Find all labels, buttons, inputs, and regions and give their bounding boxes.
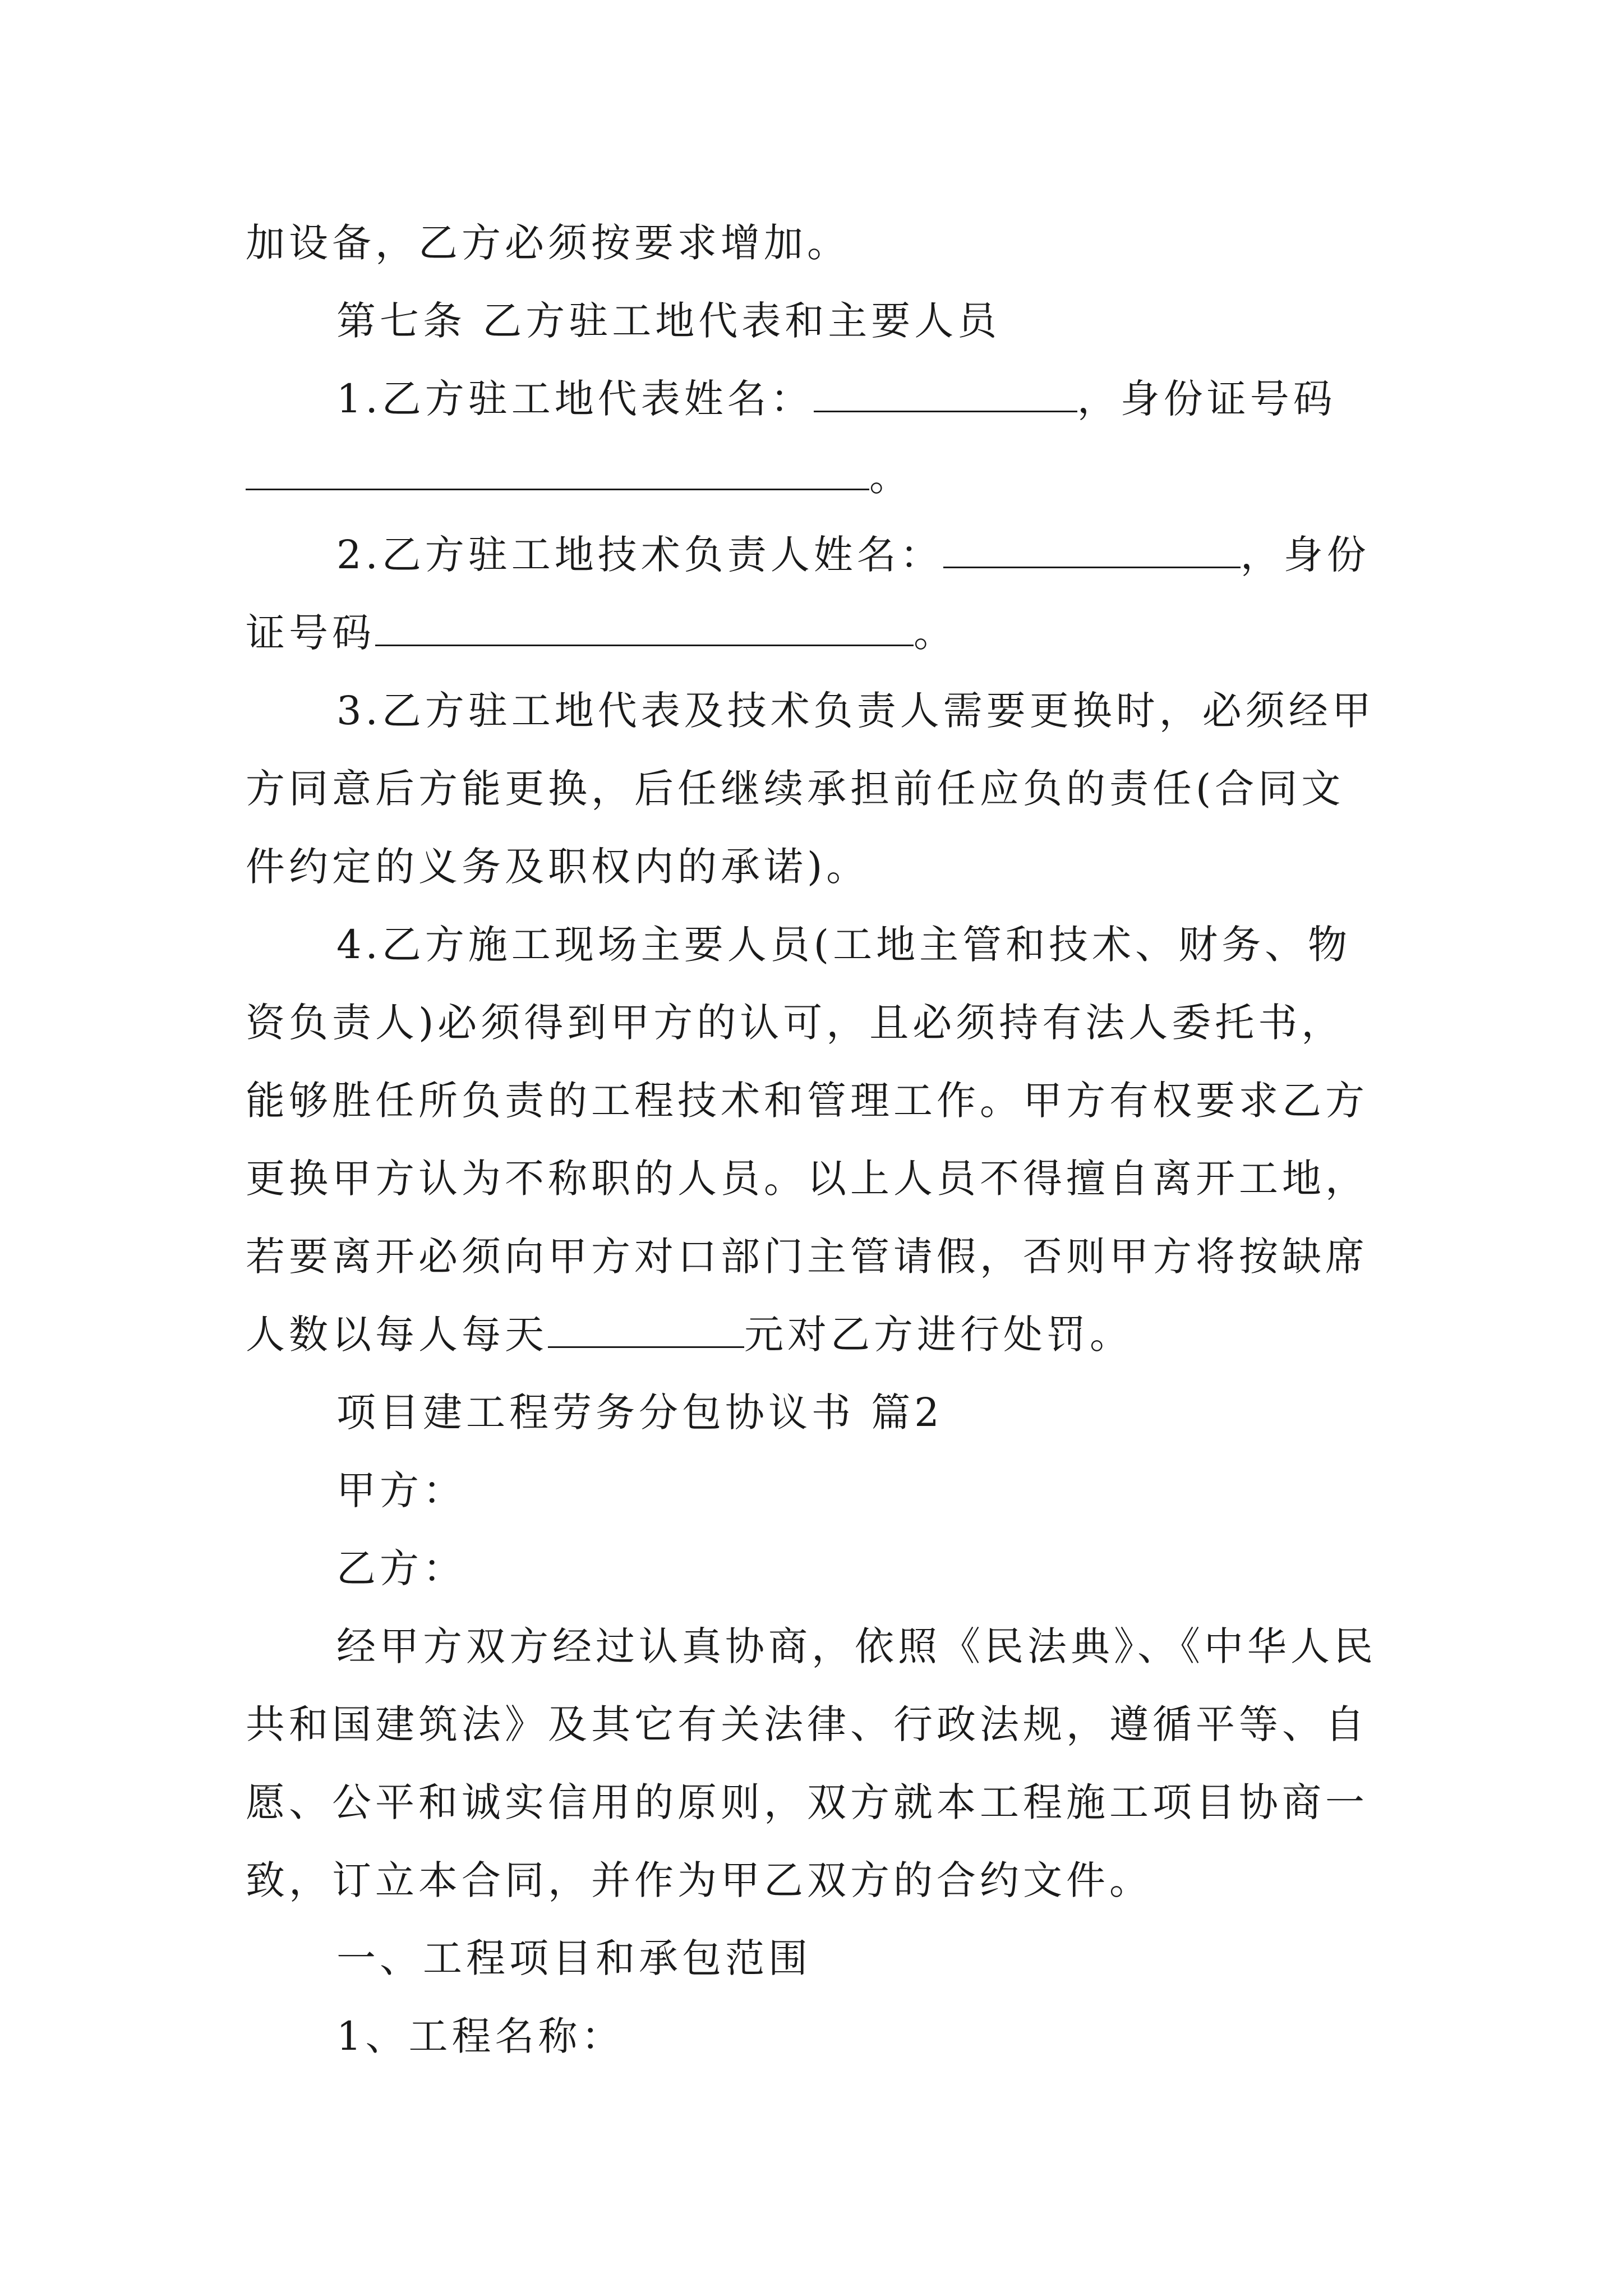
fill-in-blank xyxy=(943,532,1241,568)
paragraph-line: 经甲方双方经过认真协商，依照《民法典》、《中华人民 xyxy=(336,1623,1377,1669)
paragraph-line: 4.乙方施工现场主要人员(工地主管和技术、财务、物 xyxy=(336,922,1352,968)
item-text: 1.乙方驻工地代表姓名： xyxy=(336,376,814,422)
list-item-continuation xyxy=(246,608,957,658)
item-text: ，身份 xyxy=(1240,532,1370,578)
item-text: 元对乙方进行处罚。 xyxy=(744,1312,1133,1358)
party-a-label: 甲方： xyxy=(336,1467,466,1513)
party-b-label: 乙方： xyxy=(336,1545,466,1591)
item-text: 。 xyxy=(914,610,957,656)
paragraph-line: 致，订立本合同，并作为甲乙双方的合约文件。 xyxy=(246,1857,1152,1903)
fill-in-blank xyxy=(548,1312,744,1348)
list-item xyxy=(336,374,1336,424)
item-text: 人数以每人每天 xyxy=(246,1312,548,1358)
paragraph-line: 能够胜任所负责的工程技术和管理工作。甲方有权要求乙方 xyxy=(246,1078,1368,1124)
item-text: 。 xyxy=(869,454,912,500)
article-heading: 第七条 乙方驻工地代表和主要人员 xyxy=(336,298,1001,344)
paragraph-line: 更换甲方认为不称职的人员。以上人员不得擅自离开工地， xyxy=(246,1156,1368,1202)
item-text: 证号码 xyxy=(246,610,375,656)
section-heading: 一、工程项目和承包范围 xyxy=(336,1935,811,1981)
paragraph-line: 加设备，乙方必须按要求增加。 xyxy=(246,220,850,266)
paragraph-line: 3.乙方驻工地代表及技术负责人需要更换时，必须经甲 xyxy=(336,688,1375,734)
item-text: ，身份证号码 xyxy=(1077,376,1336,422)
list-item: 1、工程名称： xyxy=(336,2013,625,2059)
item-text: 2.乙方驻工地技术负责人姓名： xyxy=(336,532,943,578)
paragraph-line: 愿、公平和诚实信用的原则，双方就本工程施工项目协商一 xyxy=(246,1779,1368,1825)
list-item-continuation xyxy=(246,452,912,502)
section-title: 项目建工程劳务分包协议书 篇2 xyxy=(336,1389,943,1435)
paragraph-line: 共和国建筑法》及其它有关法律、行政法规，遵循平等、自 xyxy=(246,1701,1368,1747)
paragraph-line: 资负责人)必须得到甲方的认可，且必须持有法人委托书， xyxy=(246,1000,1345,1046)
paragraph-line: 若要离开必须向甲方对口部门主管请假，否则甲方将按缺席 xyxy=(246,1234,1368,1280)
fill-in-blank xyxy=(246,454,869,490)
list-item xyxy=(336,530,1370,580)
fill-in-blank xyxy=(375,610,914,646)
paragraph-line xyxy=(246,1309,1133,1360)
paragraph-line: 方同意后方能更换，后任继续承担前任应负的责任(合同文 xyxy=(246,766,1345,812)
paragraph-line: 件约定的义务及职权内的承诺)。 xyxy=(246,844,870,890)
fill-in-blank xyxy=(814,376,1077,412)
